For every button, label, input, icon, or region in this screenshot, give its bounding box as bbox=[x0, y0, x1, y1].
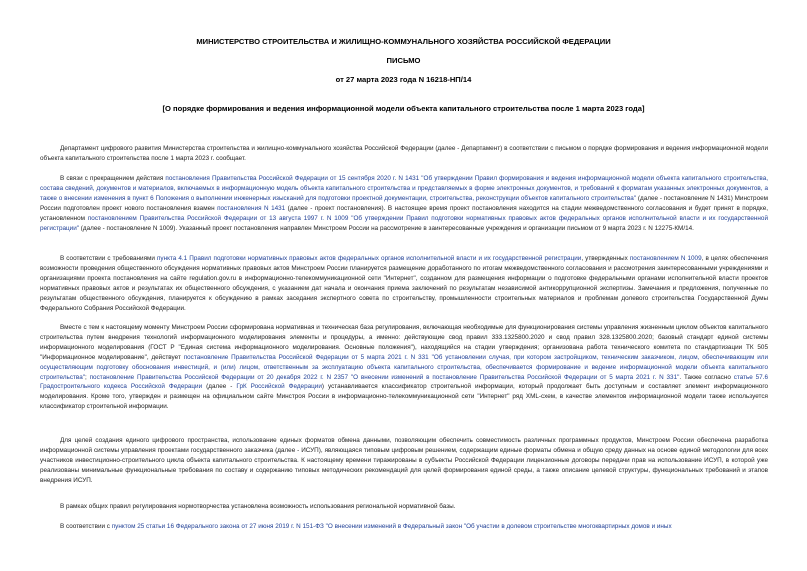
link-postanovlenie-2357[interactable]: постановление Правительства Российской Федерации от 20 декабря 2022 г. N 2357 "О внесении изменений в постановление Правительства Российской Федерации от 5 марта 2021 г. N 331" bbox=[89, 373, 680, 381]
paragraph-text: Вместе с тем к настоящему моменту Минстроем России сформирована нормативная и техническая база регулирования, включающая необходимые для функционирования системы управления жизненным циклом объектов капитального строительства путем внедрения технологий информационного моделирования элементы и процедуры, а именно: действующие свод правил 333.1325800.2020 и свод правил 328.1325800.2020; базовый стандарт единой системы информационного моделирования (ГОСТ Р "Единая система информационного моделирования. Основные положения"), находящийся на стадии утверждения; организована работа технического комитета по стандартизации ТК 505 "Информационное моделирование", действует bbox=[40, 324, 768, 361]
paragraph-isup bbox=[40, 436, 768, 486]
ministry-heading: МИНИСТЕРСТВО СТРОИТЕЛЬСТВА И ЖИЛИЩНО-КОММУНАЛЬНОГО ХОЗЯЙСТВА РОССИЙСКОЙ ФЕДЕРАЦИИ bbox=[196, 37, 611, 46]
link-postanovlenie-1431-short[interactable]: постановления N 1431 bbox=[217, 204, 286, 212]
paragraph-text: (далее - проект постановления). В настоящее время проект постановления находится на стадии межведомственного согласования и будет принят в порядке, установленном bbox=[40, 204, 768, 222]
paragraph-text: Департамент цифрового развития Министерства строительства и жилищно-коммунального хозяйства Российской Федерации (далее - Департамент) в соответствии с письмом о порядке формирования и ведения информационной модели объекта капитального строительства после 1 марта 2023 г. сообщает. bbox=[40, 145, 768, 162]
document-date-number: от 27 марта 2023 года N 16218-НП/14 bbox=[335, 75, 472, 84]
paragraph-text: (далее - постановление N 1431) Минстроем России подготовлен проект нового постановления взамен bbox=[40, 194, 768, 212]
paragraph-postanovlenie-1431 bbox=[40, 174, 768, 233]
link-postanovlenie-331[interactable]: постановление Правительства Российской Федерации от 5 марта 2021 г. N 331 "Об установлении случая, при котором застройщиком, техническим заказчиком, лицом, обеспечивающим или осуществляющим подготовку обоснования инвестиций, и (или) лицом, ответственным за эксплуатацию объекта капитального строительства, обеспечивается формирование и ведение информационной модели объекта капитального строительства" bbox=[40, 353, 768, 381]
paragraph-text: В рамках общих правил регулирования нормотворчества установлена возможность использования региональной нормативной базы. bbox=[60, 503, 456, 510]
paragraph-text: В соответствии с bbox=[60, 523, 112, 530]
link-postanovlenie-1431[interactable]: постановления Правительства Российской Федерации от 15 сентября 2020 г. N 1431 "Об утверждении Правил формирования и ведения информационной модели объекта капитального строительства, состава сведений, документов и материалов, включаемых в информационную модель объекта капитального строительства и представляемых в форме электронных документов, и требований к форматам указанных электронных документов, а также о внесении изменения в пункт 6 Положения о выполнении инженерных изысканий для подготовки проектной документации, строительства, реконструкции объектов капитального строительства" bbox=[40, 175, 768, 202]
paragraph-text: , утвержденных bbox=[581, 255, 630, 262]
paragraph-text: Для целей создания единого цифрового пространства, использование единых форматов обмена данными, позволяющим обеспечить совместимость различных программных продуктов, Минстроем России обеспечена разработка информационной системы управления проектами государственного заказчика (далее - ИСУП), являющаяся типовым цифровым решением, содержащим единые форматы обмена и общую среду данных на основе единой методологии для всех участников инвестиционно-строительного цикла объекта капитального строительства. К настоящему времени тиражированы в субъекты Российской Федерации лицензионные договоры передачи прав на использование ИСУП, в которой уже реализованы минимальные функциональные требования по составу и содержанию типовых методических рекомендаций для целей формирования единой среды, а также описание целевой структуры, функциональных требований и этапов внедрения ИСУП. bbox=[40, 437, 768, 484]
paragraph-text: В связи с прекращением действия bbox=[60, 175, 166, 182]
paragraph-intro bbox=[40, 144, 768, 164]
link-grk-article-57-6[interactable]: статье 57.6 Градостроительного кодекса Российской Федерации bbox=[40, 373, 769, 391]
link-grk-rf[interactable]: ГрК Российской Федерации bbox=[236, 383, 322, 391]
paragraph-regional-base bbox=[40, 502, 768, 512]
paragraph-text: В соответствии с требованиями bbox=[60, 255, 157, 262]
paragraph-text: (далее - bbox=[202, 383, 237, 391]
paragraph-text: . Также согласно bbox=[679, 373, 734, 381]
paragraph-federal-law-151 bbox=[40, 522, 768, 532]
paragraph-normative-base bbox=[40, 323, 768, 412]
paragraph-public-discussion bbox=[40, 254, 768, 313]
document-type: ПИСЬМО bbox=[386, 56, 421, 65]
paragraph-text: , в целях обеспечения возможности проведения общественного обсуждения нормативных правовых актов Минстроем России планируется размещение доработанного по итогам межведомственного согласования и рассмотрения заинтересованными учреждениями и организациями проекта постановления на сайте regulation.gov.ru в информационно-телекоммуникационной сети "Интернет", созданном для размещения информации о подготовке федеральными органами исполнительной власти проектов нормативных правовых актов и результатах их общественного обсуждения, с указанием дат начала и окончания приема заключений по результатам независимой антикоррупционной экспертизы. Замечания и предложения, полученные по результатам общественного обсуждения, планируется к обсуждению в рамках заседания экспертного совета по строительству, промышленности строительных материалов и проблемам долевого строительства Государственной Думы Федерального Собрания Российской Федерации. bbox=[40, 255, 768, 312]
paragraph-text: ) устанавливается классификатор строительной информации, который продолжает быть доступным и составляет элемент информационного моделирования. Кроме того, утвержден и размещен на официальном сайте Минстроя России в информационно-телекоммуникационной сети "Интернет" ряд XML-схем, в качестве элементов информационной модели также используется классификатор строительной информации. bbox=[40, 383, 769, 411]
link-rules-point-4-1[interactable]: пункта 4.1 Правил подготовки нормативных правовых актов федеральных органов исполнительной власти и их государственной регистрации bbox=[156, 255, 582, 262]
paragraph-text: ; bbox=[85, 373, 90, 381]
document-title: [О порядке формирования и ведения информационной модели объекта капитального строительства после 1 марта 2023 года] bbox=[162, 104, 645, 113]
link-postanovlenie-1009[interactable]: постановлением Правительства Российской Федерации от 13 августа 1997 г. N 1009 "Об утверждении Правил подготовки нормативных правовых актов федеральных органов исполнительной власти и их государственной регистрации" bbox=[40, 214, 769, 232]
link-federal-law-151[interactable]: пунктом 25 статьи 16 Федерального закона от 27 июня 2019 г. N 151-ФЗ "О внесении изменений в Федеральный закон "Об участии в долевом строительстве многоквартирных домов и иных bbox=[111, 523, 672, 530]
paragraph-text: (далее - постановление N 1009). Указанный проект постановления направлен Минстроем России на рассмотрение в заинтересованные учреждения и организации письмом от 9 марта 2023 г. N 12275-КМ/14. bbox=[79, 224, 694, 232]
link-postanovlenie-1009-short[interactable]: постановлением N 1009 bbox=[629, 255, 702, 262]
